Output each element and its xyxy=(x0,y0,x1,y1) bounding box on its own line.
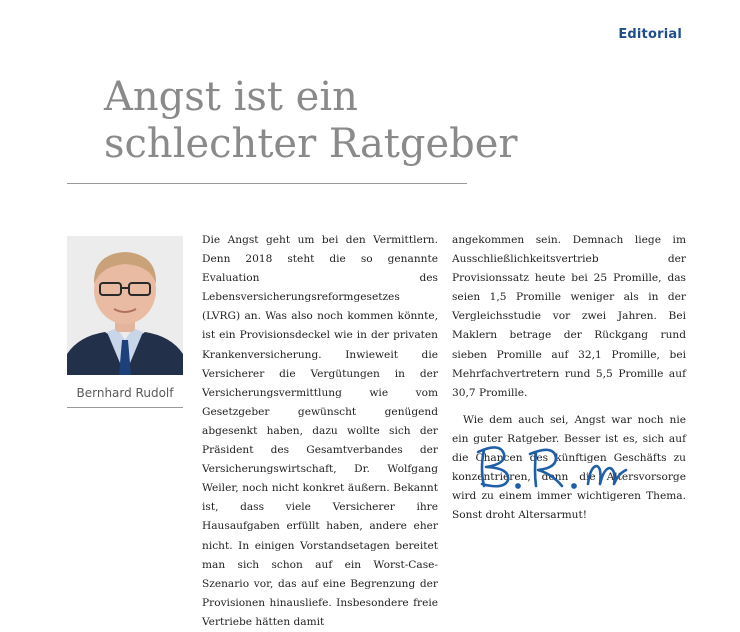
headline xyxy=(104,74,664,168)
headline-divider xyxy=(67,183,467,184)
section-label: Editorial xyxy=(618,27,682,42)
author-portrait-icon xyxy=(67,236,183,375)
body-column-1 xyxy=(202,231,438,632)
headline-line-2: schlechter Ratgeber xyxy=(104,121,518,167)
caption-divider xyxy=(67,407,183,408)
body-paragraph: Die Angst geht um bei den Vermittlern. Denn 2018 steht die so genannte Evaluation des Lebensversicherungsreformgesetzes (LVRG) an. Was also noch kommen könnte, ist ein Provisionsdeckel wie in der privaten Krankenversicherung. Inwieweit die Versicherer die Vergütungen in der Versicherungsvermittlung wie vom Gesetzgeber gewünscht genügend abgesenkt haben, dazu wollte sich der Präsident des Gesamtverbandes der Versicherungswirtschaft, Dr. Wolfgang Weiler, noch nicht konkret äußern. Bekannt ist, dass viele Versicherer ihre Hausaufgaben erfüllt haben, andere eher nicht. In einigen Vorstandsetagen bereitet man sich schon auf ein Worst-Case-Szenario vor, das auf eine Begrenzung der Provisionen hinausliefe. Insbesondere freie Vertriebe hätten damit xyxy=(202,234,438,628)
author-caption: Bernhard Rudolf xyxy=(76,386,174,400)
body-paragraph: angekommen sein. Demnach liege im Ausschließlichkeitsvertrieb der Provisionssatz heute bei 25 Promille, das seien 1,5 Promille weniger als in der Vergleichsstudie vor zwei Jahren. Bei Maklern betrage der Rückgang rund sieben Promille auf 32,1 Promille, bei Mehrfachvertretern rund 5,5 Promille auf 30,7 Promille. xyxy=(452,234,686,399)
handwritten-signature-icon xyxy=(470,440,640,492)
headline-line-1: Angst ist ein xyxy=(104,74,358,120)
body-paragraph: Wie dem auch sei, Angst war noch nie ein guter Ratgeber. Besser ist es, sich auf die Chancen des künftigen Geschäfts zu konzentrieren, denn die Altersvorsorge wird zu einem immer wichtigeren Thema. Sonst droht Altersarmut! xyxy=(452,413,686,522)
